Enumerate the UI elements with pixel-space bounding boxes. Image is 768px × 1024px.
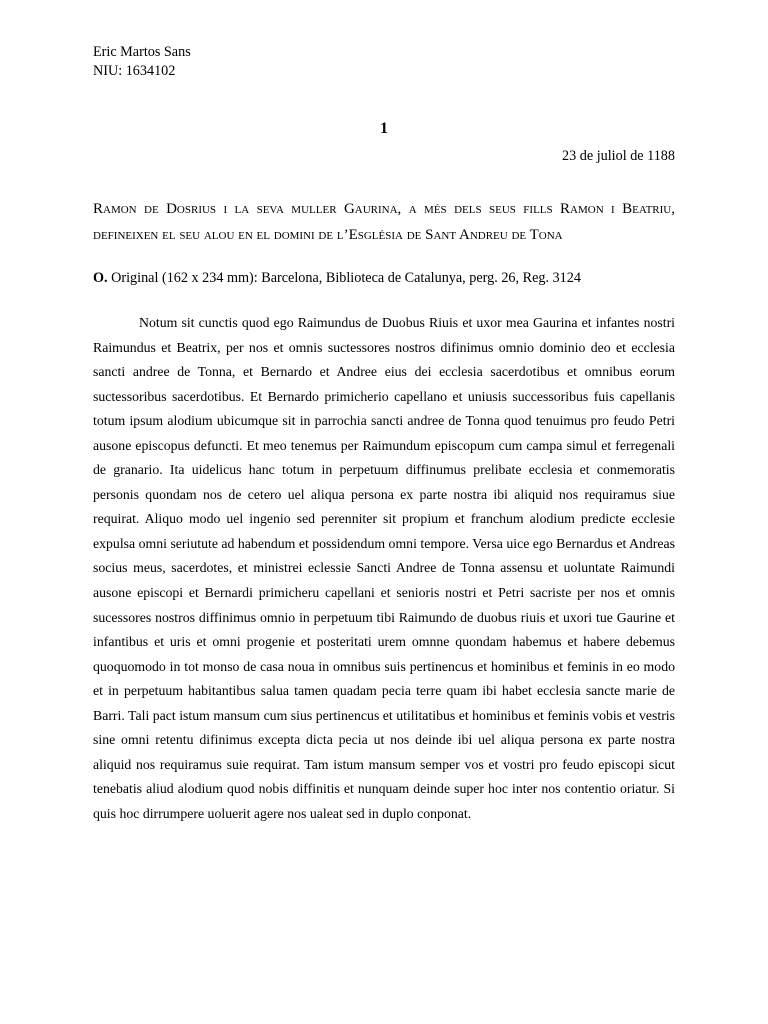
source-text: Original (162 x 234 mm): Barcelona, Biblioteca de Catalunya, perg. 26, Reg. 3124 xyxy=(111,270,581,286)
source-label: O. xyxy=(93,270,108,286)
author-niu: NIU: 1634102 xyxy=(93,63,176,79)
document-number: 1 xyxy=(380,120,388,137)
document-body: Notum sit cunctis quod ego Raimundus de Duobus Riuis et uxor mea Gaurina et infantes nostri Raimundus et Beatrix, per nos et omnis suctessores nostros difinimus omnio dominio deo et ecclesia sancti andree de Tonna, et Bernardo et Andree eius dei ecclesia sacerdotibus et omnibus eorum suctessoribus sacerdotibus. Et Bernardo primicherio capellano et uniusis successoribus fuis capellanis totum ipsum alodium ubicumque sit in parrochia sancti andree de Tonna quod tenuimus pro feudo Petri ausone episcopus defuncti. Et meo tenemus per Raimundum episcopum cum campa simul et ferregenali de granario. Ita uidelicus hanc totum in perpetuum diffinumus prelibate ecclesia et conmemoratis personis quondam nos de cetero uel aliqua persona ex parte nostra ibi aliquid nos requiramus siue requirat. Aliquo modo uel ingenio sed perenniter sit propium et franchum alodium predicte ecclesie expulsa omni seriutute ad habendum et possidendum omni tempore. Versa uice ego Bernardus et Andreas socius meus, sacerdotes, et ministrei eclessie Sancti Andree de Tonna assensu et uoluntate Raimundi ausone episcopi et Bernardi primicheru capellani et senioris nostri et Petri sacriste per nos et omnis sucessores nostros diffinimus omnio in perpetuum tibi Raimundo de duobus riuis et uxori tue Gaurine et infantibus et uris et omni progenie et posteritati urem omnne quondam habemus et habere debemus quoquomodo in tot monso de casa noua in omnibus suis pertinencus et hominibus et feminis in eo modo et in perpetuum habitantibus salua tamen quadam pecia terre quam ibi habet ecclesia sancte marie de Barri. Tali pact istum mansum cum sius pertinencus et utilitatibus et hominibus et feminis vobis et vestris sine omni retentu difinimus excepta dicta pecia ut nos deinde ibi uel aliqua persona ex parte nostra aliquid nos requiramus suie requirat. Tam istum mansum semper vos et vostri pro feudo episcopi sicut tenebatis aliud alodium quod nobis diffinitis et nunquam deinde super hoc inter nos contentio oriatur. Si quis hoc dirrumpere uoluerit agere nos ualeat sed in duplo conponat. xyxy=(93,315,675,821)
source-line xyxy=(93,269,675,288)
document-page xyxy=(93,43,675,826)
document-date: 23 de juliol de 1188 xyxy=(562,148,675,164)
document-title: Ramon de Dosrius i la seva muller Gaurina, a més dels seus fills Ramon i Beatriu, defineixen el seu alou en el domini de l’Església de Sant Andreu de Tona xyxy=(93,201,675,243)
author-name: Eric Martos Sans xyxy=(93,44,191,60)
